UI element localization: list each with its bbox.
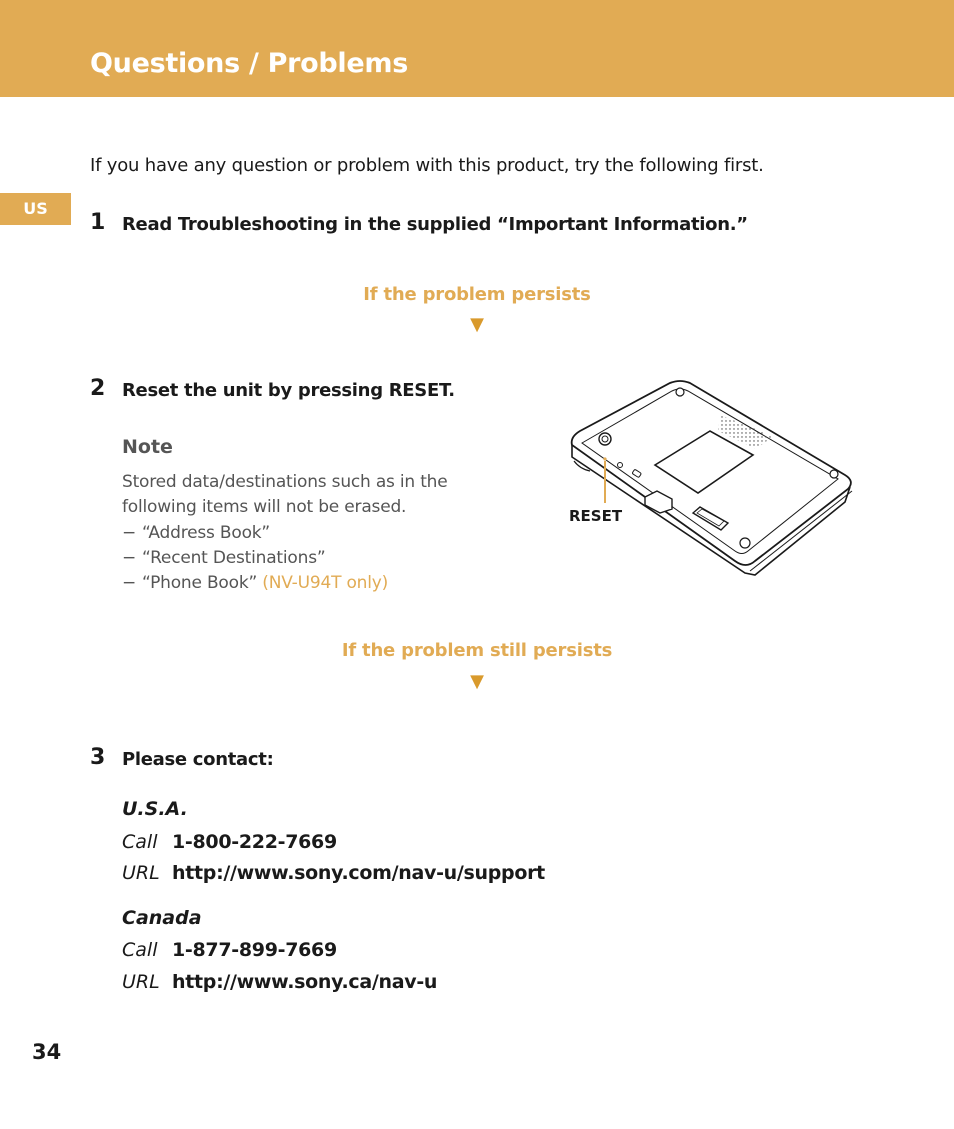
dash: − — [122, 523, 137, 543]
note-item-label: “Phone Book” — [142, 573, 258, 593]
step-3-number: 3 — [90, 745, 106, 770]
canada-url-row — [122, 971, 437, 993]
language-tab: US — [0, 193, 71, 225]
device-illustration — [560, 375, 860, 580]
canada-phone: 1-877-899-7669 — [172, 939, 337, 961]
model-note: (NV-U94T only) — [257, 573, 389, 593]
region-canada: Canada — [122, 907, 202, 929]
call-label: Call — [122, 939, 158, 961]
url-label: URL — [122, 971, 160, 993]
note-item-address-book — [122, 523, 270, 543]
step-2-number: 2 — [90, 376, 106, 401]
page-number: 34 — [32, 1040, 62, 1064]
note-heading: Note — [122, 436, 173, 458]
reset-label: RESET — [569, 507, 623, 525]
if-problem-still-persists: If the problem still persists — [341, 640, 613, 661]
intro-text: If you have any question or problem with this product, try the following first. — [90, 155, 764, 176]
note-item-recent-destinations — [122, 548, 325, 568]
call-label: Call — [122, 831, 158, 853]
note-item-phone-book — [122, 573, 388, 593]
note-item-label: “Address Book” — [142, 523, 271, 543]
canada-url-link[interactable]: http://www.sony.ca/nav-u — [172, 971, 438, 993]
usa-call-row — [122, 831, 337, 853]
url-label: URL — [122, 862, 160, 884]
usa-phone: 1-800-222-7669 — [172, 831, 337, 853]
dash: − — [122, 573, 137, 593]
header-bar — [0, 0, 954, 97]
dash: − — [122, 548, 137, 568]
usa-url-link[interactable]: http://www.sony.com/nav-u/support — [172, 862, 545, 884]
canada-call-row — [122, 939, 337, 961]
note-item-label: “Recent Destinations” — [142, 548, 326, 568]
region-usa: U.S.A. — [122, 798, 188, 820]
page-title: Questions / Problems — [90, 48, 408, 79]
if-problem-persists: If the problem persists — [363, 284, 591, 305]
down-arrow-icon: ▼ — [470, 671, 484, 692]
step-3-text: Please contact: — [122, 749, 274, 770]
usa-url-row — [122, 862, 545, 884]
down-arrow-icon: ▼ — [470, 314, 484, 335]
step-2-text: Reset the unit by pressing RESET. — [122, 380, 455, 401]
step-1-text: Read Troubleshooting in the supplied “Important Information.” — [122, 214, 748, 235]
note-text: Stored data/destinations such as in the following items will not be erased. — [122, 472, 448, 517]
step-1-number: 1 — [90, 210, 106, 235]
